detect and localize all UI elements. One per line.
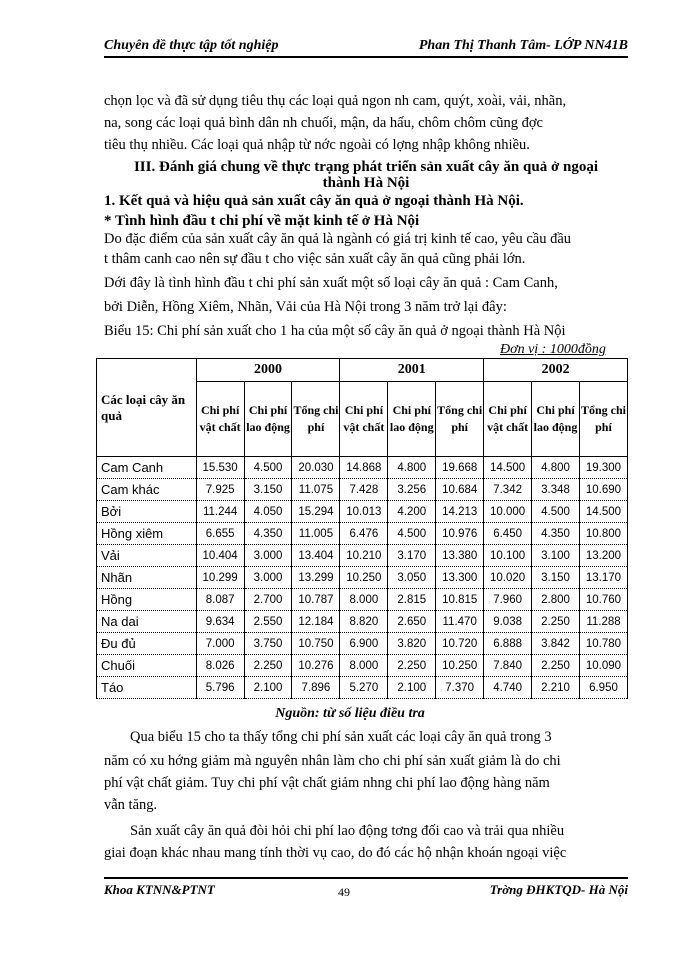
row-label: Táo <box>97 677 197 699</box>
row-label: Nhãn <box>97 567 197 589</box>
table-cell: 11.244 <box>196 501 244 523</box>
table-cell: 11.075 <box>292 479 340 501</box>
table-cell: 2.700 <box>244 589 292 611</box>
table-row <box>97 655 628 677</box>
table-source: Nguồn: từ số liệu điều tra <box>275 706 425 721</box>
table-cell: 8.000 <box>340 655 388 677</box>
year-header: 2002 <box>484 359 628 382</box>
table-cell: 10.000 <box>484 501 532 523</box>
table-row <box>97 611 628 633</box>
table-cell: 7.896 <box>292 677 340 699</box>
table-cell: 13.200 <box>579 545 627 567</box>
table-cell: 10.690 <box>579 479 627 501</box>
table-cell: 13.299 <box>292 567 340 589</box>
paragraph-line: tiêu thụ nhiều. Các loại quả nhập từ nớc ngoài có lợng nhập không nhiều. <box>104 137 530 153</box>
table-cell: 19.300 <box>579 457 627 479</box>
table-cell: 11.005 <box>292 523 340 545</box>
table-cell: 10.815 <box>436 589 484 611</box>
paragraph-line: vẫn tăng. <box>104 797 158 813</box>
table-cell: 10.090 <box>579 655 627 677</box>
column-header: Chi phí lao động <box>532 382 580 457</box>
table-cell: 3.150 <box>244 479 292 501</box>
table-cell: 10.800 <box>579 523 627 545</box>
table-cell: 4.740 <box>484 677 532 699</box>
table-cell: 6.888 <box>484 633 532 655</box>
table-cell: 3.050 <box>388 567 436 589</box>
paragraph-line: na, song các loại quả bình dân nh chuối, mận, da hấu, chôm chôm cũng đợc <box>104 115 543 131</box>
table-cell: 10.020 <box>484 567 532 589</box>
row-label: Hồng <box>97 589 197 611</box>
row-label: Na dai <box>97 611 197 633</box>
table-cell: 2.250 <box>244 655 292 677</box>
table-caption: Biểu 15: Chi phí sản xuất cho 1 ha của một số cây ăn quả ở ngoại thành Hà Nội <box>104 323 566 339</box>
table-row <box>97 545 628 567</box>
table-cell: 13.300 <box>436 567 484 589</box>
paragraph-line: Sản xuất cây ăn quả đòi hỏi chi phí lao động tơng đối cao và trải qua nhiều <box>130 823 565 839</box>
row-label: Chuối <box>97 655 197 677</box>
table-cell: 10.299 <box>196 567 244 589</box>
year-header: 2001 <box>340 359 484 382</box>
column-header: Chi phí vật chất <box>196 382 244 457</box>
table-cell: 5.796 <box>196 677 244 699</box>
table-cell: 6.450 <box>484 523 532 545</box>
table-cell: 3.348 <box>532 479 580 501</box>
table-cell: 3.820 <box>388 633 436 655</box>
table-cell: 3.150 <box>532 567 580 589</box>
table-cell: 4.800 <box>388 457 436 479</box>
table-cell: 2.250 <box>532 655 580 677</box>
table-cell: 4.350 <box>244 523 292 545</box>
section-title-cont: thành Hà Nội <box>322 175 410 191</box>
table-cell: 12.184 <box>292 611 340 633</box>
table-cell: 10.720 <box>436 633 484 655</box>
table-cell: 7.428 <box>340 479 388 501</box>
table-corner-label: Các loại cây ăn quả <box>97 359 197 457</box>
header-right: Phan Thị Thanh Tâm- LỚP NN41B <box>418 38 628 53</box>
table-row <box>97 589 628 611</box>
table-cell: 10.787 <box>292 589 340 611</box>
table-cell: 14.213 <box>436 501 484 523</box>
page-header <box>104 36 628 58</box>
table-cell: 5.270 <box>340 677 388 699</box>
footer-divider <box>104 877 628 879</box>
table-cell: 4.350 <box>532 523 580 545</box>
header-divider <box>104 56 628 58</box>
column-header: Chi phí lao động <box>388 382 436 457</box>
row-label: Bởi <box>97 501 197 523</box>
header-left: Chuyên đề thực tập tốt nghiệp <box>104 38 279 53</box>
table-body <box>97 457 628 699</box>
table-cell: 11.288 <box>579 611 627 633</box>
table-cell: 10.760 <box>579 589 627 611</box>
table-cell: 4.500 <box>244 457 292 479</box>
table-cell: 3.842 <box>532 633 580 655</box>
footer-left: Khoa KTNN&PTNT <box>104 882 215 897</box>
table-cell: 6.900 <box>340 633 388 655</box>
table-cell: 3.256 <box>388 479 436 501</box>
table-cell: 4.050 <box>244 501 292 523</box>
table-cell: 3.170 <box>388 545 436 567</box>
table-cell: 4.500 <box>532 501 580 523</box>
row-label: Hồng xiêm <box>97 523 197 545</box>
column-header: Chi phí lao động <box>244 382 292 457</box>
table-cell: 14.500 <box>484 457 532 479</box>
table-cell: 13.380 <box>436 545 484 567</box>
table-cell: 8.000 <box>340 589 388 611</box>
page-number: 49 <box>338 885 350 899</box>
table-cell: 4.500 <box>388 523 436 545</box>
table-cell: 10.250 <box>340 567 388 589</box>
table-cell: 4.800 <box>532 457 580 479</box>
table-cell: 11.470 <box>436 611 484 633</box>
column-header: Chi phí vật chất <box>340 382 388 457</box>
column-header: Tổng chi phí <box>579 382 627 457</box>
year-header: 2000 <box>196 359 340 382</box>
table-cell: 2.210 <box>532 677 580 699</box>
row-label: Cam khác <box>97 479 197 501</box>
table-cell: 10.100 <box>484 545 532 567</box>
footer-right: Trờng ĐHKTQD- Hà Nội <box>489 882 628 897</box>
table-cell: 19.668 <box>436 457 484 479</box>
table-cell: 10.976 <box>436 523 484 545</box>
paragraph-line: giai đoạn khác nhau mang tính thời vụ cao, do đó các hộ nhận khoán ngoại việc <box>104 845 567 861</box>
table-cell: 2.815 <box>388 589 436 611</box>
table-cell: 9.634 <box>196 611 244 633</box>
table-cell: 10.404 <box>196 545 244 567</box>
table-cell: 3.750 <box>244 633 292 655</box>
table-cell: 13.170 <box>579 567 627 589</box>
table-cell: 2.100 <box>388 677 436 699</box>
table-cell: 8.026 <box>196 655 244 677</box>
cost-table <box>96 358 628 699</box>
table-cell: 13.404 <box>292 545 340 567</box>
table-cell: 2.800 <box>532 589 580 611</box>
unit-label: Đơn vị : 1000đồng <box>500 342 606 357</box>
table-cell: 3.000 <box>244 567 292 589</box>
table-cell: 14.500 <box>579 501 627 523</box>
table-cell: 15.530 <box>196 457 244 479</box>
table-cell: 3.100 <box>532 545 580 567</box>
paragraph-line: chọn lọc và đã sử dụng tiêu thụ các loại quả ngon nh cam, quýt, xoài, vải, nhãn, <box>104 93 567 109</box>
section-title: III. Đánh giá chung về thực trạng phát triển sản xuất cây ăn quả ở ngoại <box>133 159 599 175</box>
star-heading: * Tình hình đầu t chi phí về mặt kinh tế ở Hà Nội <box>104 213 420 229</box>
table-row <box>97 633 628 655</box>
column-header: Chi phí vật chất <box>484 382 532 457</box>
table-cell: 7.342 <box>484 479 532 501</box>
table-cell: 6.476 <box>340 523 388 545</box>
table-cell: 10.780 <box>579 633 627 655</box>
table-cell: 7.960 <box>484 589 532 611</box>
table-cell: 2.650 <box>388 611 436 633</box>
table-cell: 2.550 <box>244 611 292 633</box>
column-header: Tổng chi phí <box>292 382 340 457</box>
table-cell: 15.294 <box>292 501 340 523</box>
table-cell: 7.925 <box>196 479 244 501</box>
table-row <box>97 567 628 589</box>
subsection-title: 1. Kết quả và hiệu quả sản xuất cây ăn quả ở ngoại thành Hà Nội. <box>104 193 524 209</box>
paragraph-line: năm có xu hớng giảm mà nguyên nhân làm cho chi phí sản xuất giảm là do chi <box>104 753 561 769</box>
table-row <box>97 479 628 501</box>
table-cell: 14.868 <box>340 457 388 479</box>
table-cell: 4.200 <box>388 501 436 523</box>
table-cell: 10.750 <box>292 633 340 655</box>
table-cell: 8.820 <box>340 611 388 633</box>
paragraph-line: Dới đây là tình hình đầu t chi phí sản xuất một số loại cây ăn quả : Cam Canh, <box>104 275 558 291</box>
table-cell: 7.000 <box>196 633 244 655</box>
row-label: Đu đủ <box>97 633 197 655</box>
table-cell: 10.013 <box>340 501 388 523</box>
table-cell: 10.684 <box>436 479 484 501</box>
table-cell: 7.840 <box>484 655 532 677</box>
table-row <box>97 523 628 545</box>
table-cell: 2.100 <box>244 677 292 699</box>
table-cell: 6.950 <box>579 677 627 699</box>
row-label: Cam Canh <box>97 457 197 479</box>
paragraph-line: phí vật chất giảm. Tuy chi phí vật chất giảm nhng chi phí lao động hàng năm <box>104 775 550 791</box>
paragraph-line: t thâm canh cao nên sự đầu t cho việc sản xuất cây ăn quả cũng phải lớn. <box>104 251 526 267</box>
table-cell: 9.038 <box>484 611 532 633</box>
table-cell: 8.087 <box>196 589 244 611</box>
table-cell: 20.030 <box>292 457 340 479</box>
column-header: Tổng chi phí <box>436 382 484 457</box>
paragraph-line: Qua biểu 15 cho ta thấy tổng chi phí sản xuất các loại cây ăn quả trong 3 <box>130 729 552 745</box>
paragraph-line: bởi Diễn, Hồng Xiêm, Nhãn, Vải của Hà Nội trong 3 năm trở lại đây: <box>104 299 507 315</box>
table-cell: 10.210 <box>340 545 388 567</box>
table-row <box>97 457 628 479</box>
table-cell: 10.250 <box>436 655 484 677</box>
table-cell: 3.000 <box>244 545 292 567</box>
paragraph-line: Do đặc điểm của sản xuất cây ăn quả là ngành có giá trị kinh tế cao, yêu cầu đầu <box>104 231 572 247</box>
table-cell: 10.276 <box>292 655 340 677</box>
table-row <box>97 501 628 523</box>
table-cell: 2.250 <box>532 611 580 633</box>
table-row <box>97 677 628 699</box>
table-cell: 2.250 <box>388 655 436 677</box>
table-cell: 7.370 <box>436 677 484 699</box>
table-cell: 6.655 <box>196 523 244 545</box>
row-label: Vải <box>97 545 197 567</box>
